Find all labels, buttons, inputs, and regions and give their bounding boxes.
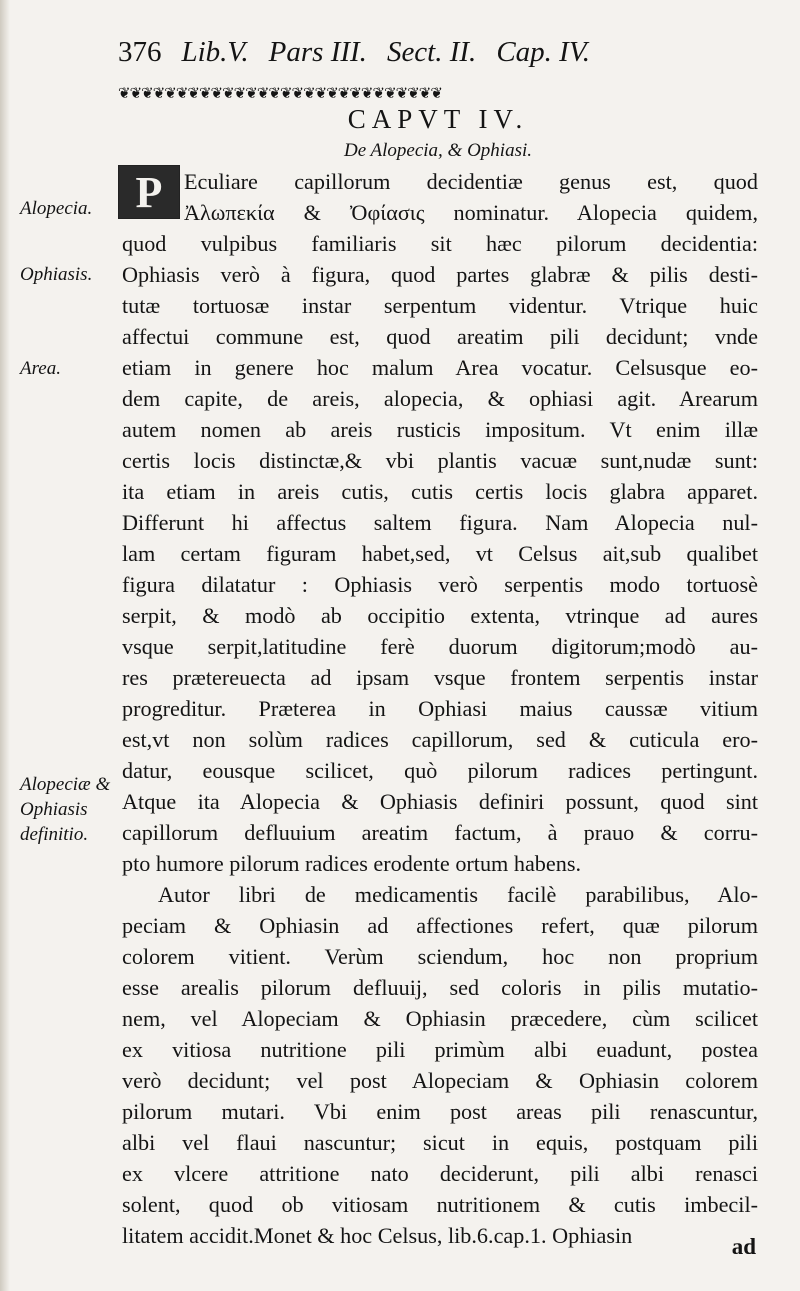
running-head-pars: Pars III. bbox=[268, 36, 367, 68]
text-line: progreditur. Præterea in Ophiasi maius caussæ vitium bbox=[122, 696, 758, 721]
text-line: datur, eousque scilicet, quò pilorum radices pertingunt. bbox=[122, 758, 758, 783]
text-line: lam certam figuram habet,sed, vt Celsus ait,sub qualibet bbox=[122, 541, 758, 566]
margin-note-definitio: Alopeciæ & Ophiasis definitio. bbox=[20, 774, 111, 845]
drop-cap: P bbox=[118, 165, 180, 219]
text-line: Atque ita Alopecia & Ophiasis definiri possunt, quod sint bbox=[122, 789, 758, 814]
text-line: Eculiare capillorum decidentiæ genus est, quod bbox=[184, 169, 758, 194]
text-line: autem nomen ab areis rusticis impositum. Vt enim illæ bbox=[122, 417, 758, 442]
chapter-subtitle: De Alopecia, & Ophiasi. bbox=[343, 140, 533, 161]
text-line: Ἀλωπεκία & Ὀφίασις nominatur. Alopecia quidem, bbox=[184, 200, 758, 225]
catchword: ad bbox=[731, 1234, 756, 1259]
text-line: peciam & Ophiasin ad affectiones refert, quæ pilorum bbox=[122, 913, 758, 938]
text-line: pto humore pilorum radices erodente ortum habens. bbox=[122, 851, 582, 876]
running-head-sectio: Sect. II. bbox=[386, 36, 477, 68]
text-line: esse arealis pilorum defluuij, sed coloris in pilis mutatio- bbox=[122, 975, 758, 1000]
text-line: pilorum mutari. Vbi enim post areas pili renascuntur, bbox=[122, 1099, 758, 1124]
running-head bbox=[118, 36, 758, 69]
text-line: ita etiam in areis cutis, cutis certis locis glabra apparet. bbox=[122, 479, 758, 504]
text-line: albi vel flaui nascuntur; sicut in equis, postquam pili bbox=[122, 1130, 758, 1155]
text-line: verò decidunt; vel post Alopeciam & Ophiasin colorem bbox=[122, 1068, 758, 1093]
text-line: est,vt non solùm radices capillorum, sed & cuticula ero- bbox=[122, 727, 758, 752]
text-line: quod vulpibus familiaris sit hæc pilorum decidentia: bbox=[122, 231, 758, 256]
text-line: Autor libri de medicamentis facilè parabilibus, Alo- bbox=[158, 882, 758, 907]
text-line: figura dilatatur : Ophiasis verò serpentis modo tortuosè bbox=[122, 572, 758, 597]
margin-note-ophiasis: Ophiasis. bbox=[20, 264, 93, 285]
margin-note-alopecia: Alopecia. bbox=[20, 198, 93, 219]
text-line: colorem vitient. Verùm sciendum, hoc non proprium bbox=[122, 944, 758, 969]
page-edge bbox=[0, 0, 10, 1291]
chapter-title: CAPVT IV. bbox=[347, 104, 529, 134]
running-head-liber: Lib.V. bbox=[181, 36, 249, 68]
text-line: capillorum defluuium areatim factum, à prauo & corru- bbox=[122, 820, 758, 845]
page-number: 376 bbox=[118, 36, 162, 68]
text-line: tutæ tortuosæ instar serpentum videntur. Vtrique huic bbox=[122, 293, 758, 318]
text-line: res prætereuecta ad ipsam vsque frontem serpentis instar bbox=[122, 665, 758, 690]
running-head-caput: Cap. IV. bbox=[496, 36, 591, 68]
text-line: etiam in genere hoc malum Area vocatur. Celsusque eo- bbox=[122, 355, 758, 380]
text-line: dem capite, de areis, alopecia, & ophiasi agit. Arearum bbox=[122, 386, 758, 411]
text-line: nem, vel Alopeciam & Ophiasin præcedere, cùm scilicet bbox=[122, 1006, 758, 1031]
ornament-band: ❦❦❦❦❦❦❦❦❦❦❦❦❦❦❦❦❦❦❦❦❦❦❦❦❦❦❦❦ bbox=[118, 85, 442, 102]
text-line: Differunt hi affectus saltem figura. Nam Alopecia nul- bbox=[122, 510, 758, 535]
text-line: Ophiasis verò à figura, quod partes glabræ & pilis desti- bbox=[122, 262, 758, 287]
text-line: ex vlcere attritione nato deciderunt, pili albi renasci bbox=[122, 1161, 758, 1186]
text-line: litatem accidit.Monet & hoc Celsus, lib.6.cap.1. Ophiasin bbox=[122, 1223, 633, 1248]
text-line: vsque serpit,latitudine ferè duorum digitorum;modò au- bbox=[122, 634, 758, 659]
text-line: solent, quod ob vitiosam nutritionem & cutis imbecil- bbox=[122, 1192, 758, 1217]
text-line: certis locis distinctæ,& vbi plantis vacuæ sunt,nudæ sunt: bbox=[122, 448, 758, 473]
text-line: serpit, & modò ab occipitio extenta, vtrinque ad aures bbox=[122, 603, 758, 628]
text-line: ex vitiosa nutritione pili primùm albi euadunt, postea bbox=[122, 1037, 758, 1062]
text-line: affectui commune est, quod areatim pili decidunt; vnde bbox=[122, 324, 758, 349]
margin-note-area: Area. bbox=[20, 358, 61, 379]
